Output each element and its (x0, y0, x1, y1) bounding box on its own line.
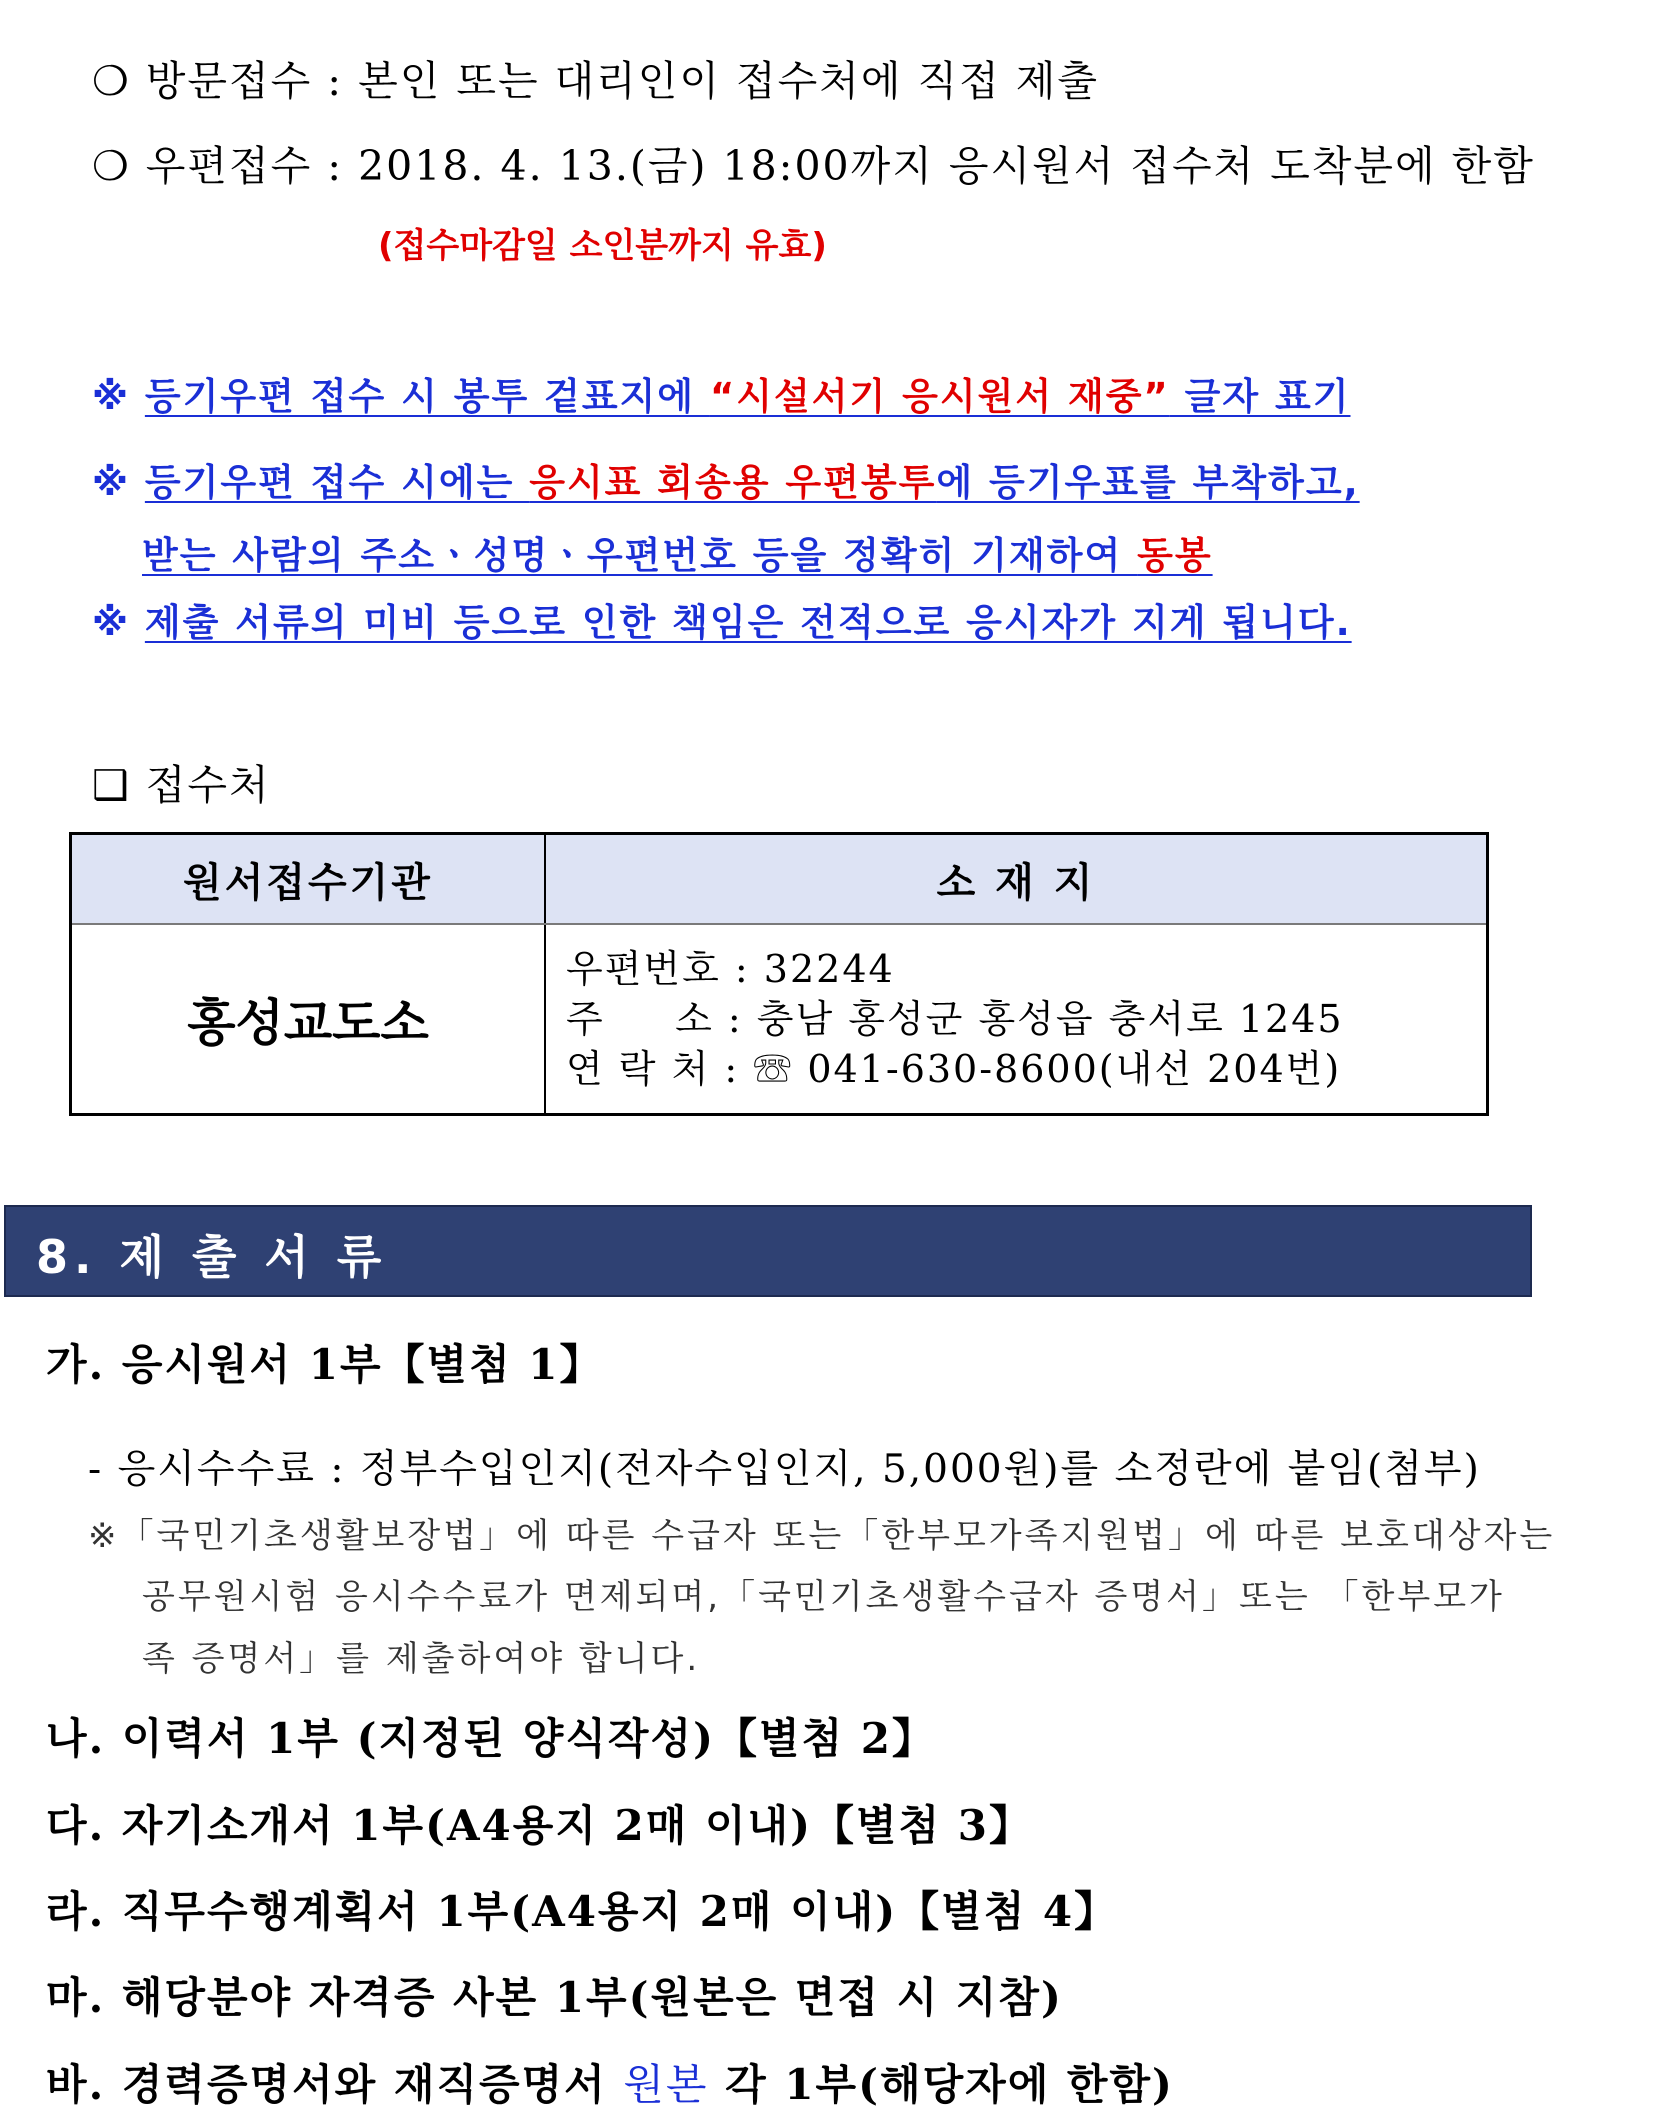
application-fee-line: - 응시수수료 : 정부수입인지(전자수입인지, 5,000원)를 소정란에 붙임(첨부) (88, 1447, 1481, 1492)
doc-item-resume: 나. 이력서 1부 (지정된 양식작성)【별첨 2】 (46, 1714, 936, 1763)
address: 주 소 : 충남 홍성군 홍성읍 충서로 1245 (566, 997, 1344, 1041)
notice-responsibility: ※ 제출 서류의 미비 등으로 인한 책임은 전적으로 응시자가 지게 됩니다. (92, 601, 1352, 644)
section-header-bar (4, 1205, 1532, 1297)
doc-item-application: 가. 응시원서 1부【별첨 1】 (46, 1340, 604, 1389)
original-emphasis: 원본 (623, 2060, 709, 2109)
exemption-note-3: 족 증명서」를 제출하여야 합니다. (142, 1639, 701, 1679)
column-header-location: 소 재 지 (545, 834, 1488, 925)
table-header-row (71, 834, 1488, 925)
location-cell (545, 924, 1488, 1115)
reference-mark: ※ (92, 601, 130, 644)
doc-item-self-intro: 다. 자기소개서 1부(A4용지 2매 이내)【별첨 3】 (46, 1801, 1033, 1850)
column-header-org: 원서접수기관 (71, 834, 546, 925)
doc-item-certificate: 마. 해당분야 자격증 사본 1부(원본은 면접 시 지참) (46, 1973, 1063, 2022)
exemption-note-1: ※「국민기초생활보장법」에 따른 수급자 또는「한부모가족지원법」에 따른 보호대상자는 (88, 1516, 1556, 1556)
notice-return-envelope-cont: 받는 사람의 주소ㆍ성명ㆍ우편번호 등을 정확히 기재하여 동봉 (142, 534, 1213, 577)
contact-phone: 연 락 처 : ☏ 041-630-8600(내선 204번) (566, 1047, 1342, 1091)
mail-submission-line: ❍ 우편접수 : 2018. 4. 13.(금) 18:00까지 응시원서 접수처 도착분에 한함 (92, 142, 1535, 190)
section-title: 8. 제 출 서 류 (36, 1230, 388, 1284)
reference-mark: ※ (92, 375, 130, 418)
notice-envelope-label: ※ 등기우편 접수 시 봉투 겉표지에 “시설서기 응시원서 재중” 글자 표기 (92, 375, 1351, 418)
doc-item-career-proof: 바. 경력증명서와 재직증명서 원본 각 1부(해당자에 한함) (46, 2060, 1174, 2109)
notice-return-envelope: ※ 등기우편 접수 시에는 응시표 회송용 우편봉투에 등기우표를 부착하고, (92, 461, 1360, 504)
reception-table (69, 832, 1489, 1116)
table-row (71, 924, 1488, 1115)
reception-heading: ❑ 접수처 (92, 761, 271, 809)
reference-mark: ※ (92, 461, 130, 504)
doc-item-job-plan: 라. 직무수행계획서 1부(A4용지 2매 이내)【별첨 4】 (46, 1887, 1119, 1936)
mail-validity-note: (접수마감일 소인분까지 유효) (378, 226, 827, 266)
org-name: 홍성교도소 (71, 924, 546, 1115)
exemption-note-2: 공무원시험 응시수수료가 면제되며,「국민기초생활수급자 증명서」또는 「한부모가 (142, 1577, 1505, 1617)
postal-code: 우편번호 : 32244 (566, 947, 895, 991)
visit-submission-line: ❍ 방문접수 : 본인 또는 대리인이 접수처에 직접 제출 (92, 57, 1099, 105)
envelope-label-text: “시설서기 응시원서 재중” (709, 375, 1170, 418)
